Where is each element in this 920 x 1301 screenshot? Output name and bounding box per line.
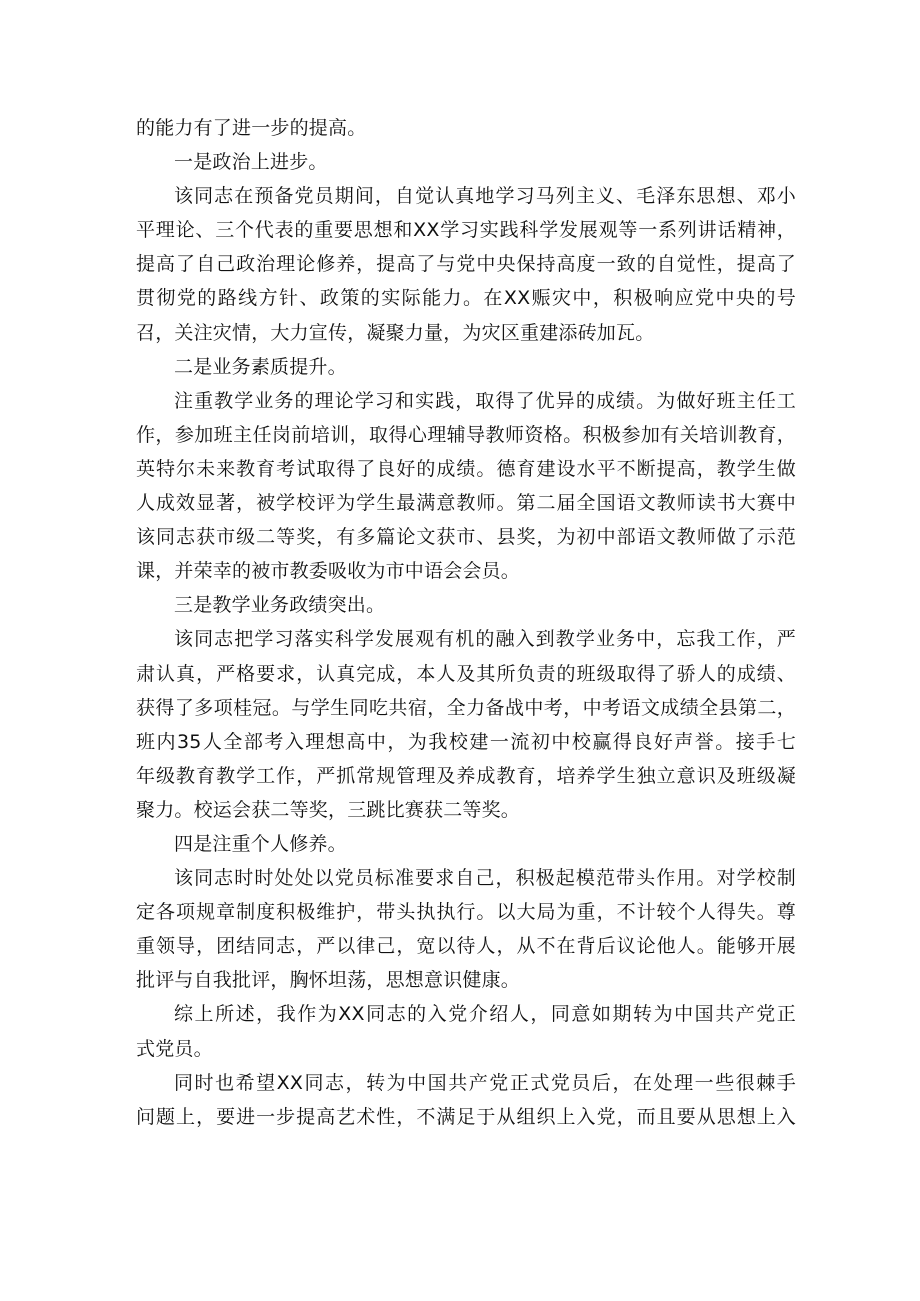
text-line: 课，并荣幸的被市教委吸收为市中语会会员。 (136, 560, 521, 583)
text-line: 提高了自己政治理论修养，提高了与党中央保持高度一致的自觉性，提高了 (136, 253, 796, 276)
text-line: 年级教育教学工作，严抓常规管理及养成教育，培养学生独立意识及班级凝 (136, 764, 796, 787)
text-line: 注重教学业务的理论学习和实践，取得了优异的成绩。为做好班主任工 (174, 389, 796, 412)
text-line: 三是教学业务政绩突出。 (174, 594, 386, 617)
text-line: 重领导，团结同志，严以律己，宽以待人，从不在背后议论他人。能够开展 (136, 935, 796, 958)
text-line: 贯彻党的路线方针、政策的实际能力。在XX赈灾中，积极响应党中央的号 (136, 287, 796, 310)
text-line: 四是注重个人修养。 (174, 832, 347, 855)
text-line: 获得了多项桂冠。与学生同吃共宿，全力备战中考，中考语文成绩全县第二， (136, 696, 796, 719)
text-line: 平理论、三个代表的重要思想和XX学习实践科学发展观等一系列讲话精神， (136, 219, 796, 242)
text-line: 班内35人全部考入理想高中，为我校建一流初中校赢得良好声誉。接手七 (136, 730, 796, 753)
text-line: 定各项规章制度积极维护，带头执执行。以大局为重，不计较个人得失。尊 (136, 901, 796, 924)
text-line: 肃认真，严格要求，认真完成，本人及其所负责的班级取得了骄人的成绩、 (136, 662, 796, 685)
text-line: 人成效显著，被学校评为学生最满意教师。第二届全国语文教师读书大赛中 (136, 492, 796, 515)
text-line: 综上所述，我作为XX同志的入党介绍人，同意如期转为中国共产党正 (174, 1003, 796, 1026)
text-line: 聚力。校运会获二等奖，三跳比赛获二等奖。 (136, 798, 521, 821)
document-body (136, 111, 796, 1134)
text-line: 的能力有了进一步的提高。 (136, 117, 367, 139)
text-line: 召，关注灾情，大力宣传，凝聚力量，为灾区重建添砖加瓦。 (136, 321, 655, 344)
text-line: 二是业务素质提升。 (174, 355, 347, 378)
text-line: 该同志获市级二等奖，有多篇论文获市、县奖，为初中部语文教师做了示范 (136, 526, 796, 549)
text-line: 问题上，要进一步提高艺术性，不满足于从组织上入党，而且要从思想上入 (136, 1105, 796, 1128)
text-line: 该同志时时处处以党员标准要求自己，积极起模范带头作用。对学校制 (174, 867, 796, 890)
text-line: 该同志在预备党员期间，自觉认真地学习马列主义、毛泽东思想、邓小 (174, 185, 796, 208)
text-line: 式党员。 (136, 1037, 213, 1060)
text-line: 一是政治上进步。 (174, 151, 328, 174)
text-line: 同时也希望XX同志，转为中国共产党正式党员后，在处理一些很棘手 (174, 1071, 796, 1094)
text-line: 英特尔未来教育考试取得了良好的成绩。德育建设水平不断提高，教学生做 (136, 457, 796, 480)
text-line: 作，参加班主任岗前培训，取得心理辅导教师资格。积极参加有关培训教育， (136, 423, 796, 446)
text-line: 该同志把学习落实科学发展观有机的融入到教学业务中，忘我工作，严 (174, 628, 796, 651)
text-line: 批评与自我批评，胸怀坦荡，思想意识健康。 (136, 969, 521, 992)
